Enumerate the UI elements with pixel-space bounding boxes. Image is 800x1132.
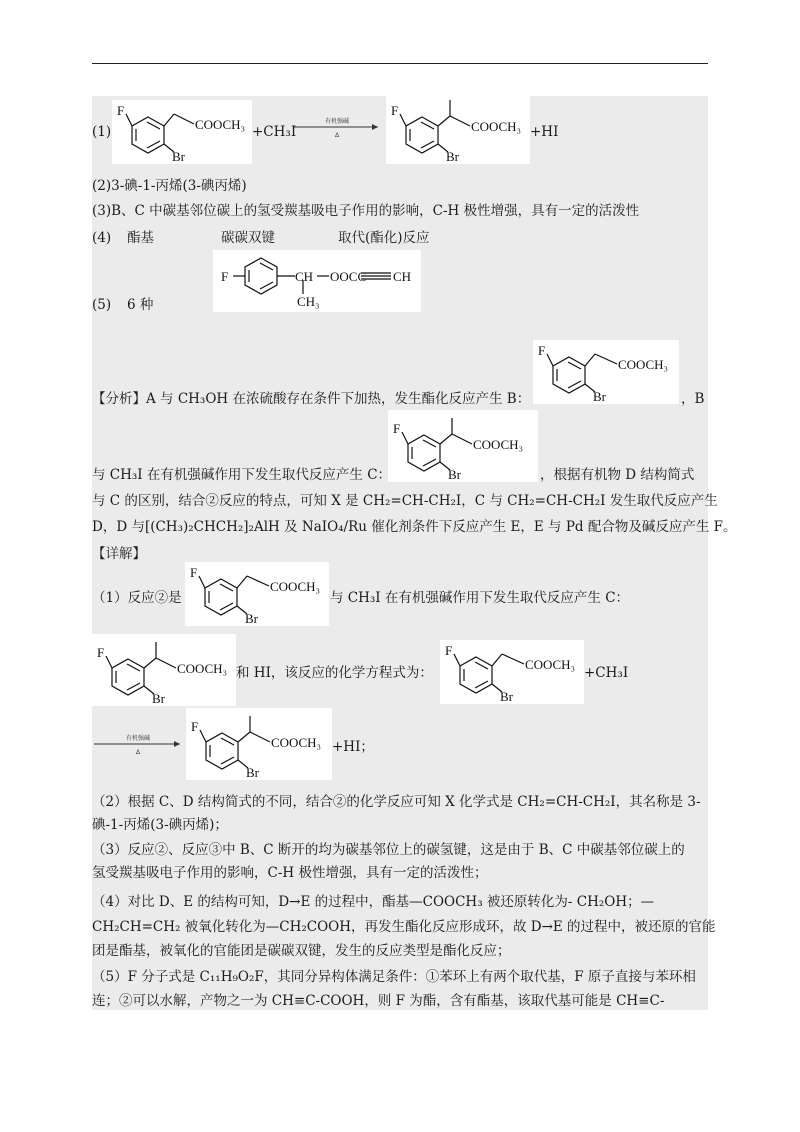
molecule-c-svg bbox=[386, 92, 530, 164]
ester-oocc-label: OOCC bbox=[330, 269, 367, 284]
detail-p4a: （4）对比 D、E 的结构可知，D→E 的过程中，酯基—COOCH₃ 被还原转化为- CH₂OH；— bbox=[92, 894, 655, 910]
molecule-c-svg bbox=[92, 634, 236, 706]
molecule-b-analysis bbox=[533, 340, 679, 404]
molecule-b-svg bbox=[185, 562, 329, 626]
ester-label: COOCH₃ bbox=[195, 117, 246, 132]
bromine-label: Br bbox=[448, 467, 461, 482]
arrow-head bbox=[372, 124, 378, 130]
alkyne-ch-label: CH bbox=[393, 269, 412, 284]
ester-label: COOCH₃ bbox=[177, 661, 228, 676]
detail-p5b: 连；②可以水解，产物之一为 CH≡C-COOH，则 F 为酯，含有酯基，该取代基可能是 CH≡C- bbox=[92, 993, 665, 1009]
arrow-head bbox=[174, 741, 180, 747]
detail-heading: 【详解】 bbox=[92, 546, 146, 562]
fluorine-label: F bbox=[221, 269, 229, 284]
arrow-condition-top: 有机强碱 bbox=[125, 735, 151, 742]
detail-p4c: 团是酯基，被氧化的官能团是碳碳双键，发生的反应类型是酯化反应； bbox=[92, 943, 511, 959]
reaction-arrow bbox=[292, 113, 382, 143]
analysis-line-1a: 【分析】A 与 CH₃OH 在浓硫酸存在条件下加热，发生酯化反应产生 B： bbox=[92, 391, 531, 407]
detail-p1b: 与 CH₃I 在有机强碱作用下发生取代反应产生 C： bbox=[330, 590, 630, 606]
analysis-line-1b: ，B bbox=[681, 391, 705, 407]
benzene-ring bbox=[400, 100, 470, 153]
fluorine-label: F bbox=[393, 421, 401, 436]
molecule-b-detail bbox=[185, 562, 329, 626]
ester-label: COOCH₃ bbox=[618, 357, 669, 372]
arrow-condition-top: 有机强碱 bbox=[324, 118, 350, 125]
bromine-label: Br bbox=[172, 149, 185, 164]
detail-p1a: （1）反应②是 bbox=[92, 590, 182, 606]
bromine-label: Br bbox=[152, 691, 165, 706]
molecule-c-svg bbox=[186, 708, 332, 780]
molecule-b bbox=[112, 100, 252, 164]
reagent-ch3i: +CH₃I bbox=[252, 124, 297, 140]
answer-4-blank-3: 取代(酯化)反应 bbox=[338, 230, 430, 246]
molecule-c-equation bbox=[186, 708, 332, 780]
molecule-c-svg bbox=[388, 410, 538, 482]
answer-5-label: (5) bbox=[92, 297, 112, 313]
benzene-ring bbox=[126, 114, 194, 153]
fluorine-label: F bbox=[190, 565, 198, 580]
analysis-line-4: D，D 与[(CH₃)₂CHCH₂]₂AlH 及 NaIO₄/Ru 催化剂条件下反应产生 E，E 与 Pd 配合物及碱反应产生 F。 bbox=[92, 519, 737, 535]
analysis-line-3: 与 C 的区别，结合②反应的特点，可知 X 是 CH₂=CH-CH₂I，C 与 CH₂=CH-CH₂I 发生取代反应产生 bbox=[92, 493, 718, 509]
detail-p5a: （5）F 分子式是 C₁₁H₉O₂F，其同分异构体满足条件：①苯环上有两个取代基，F 原子直接与苯环相 bbox=[92, 969, 696, 985]
benzene-ring bbox=[402, 418, 472, 471]
ester-label: COOCH₃ bbox=[271, 735, 322, 750]
detail-p1e: +HI； bbox=[332, 739, 374, 755]
detail-p1c: 和 HI，该反应的化学方程式为： bbox=[236, 665, 433, 681]
arrow-condition-bottom: Δ bbox=[135, 749, 141, 756]
detail-p2b: 碘-1-丙烯(3-碘丙烯)； bbox=[92, 817, 228, 833]
product-hi: +HI bbox=[530, 124, 559, 140]
benzene-ring bbox=[106, 642, 176, 695]
detail-p1d-reagent: +CH₃I bbox=[584, 665, 629, 681]
detail-p4b: CH₂CH=CH₂ 被氧化转化为—CH₂COOH，再发生酯化反应形成环，故 D→E 的过程中，被还原的官能 bbox=[92, 919, 716, 935]
header-rule bbox=[92, 63, 708, 64]
methyl-label: CH₃ bbox=[297, 294, 320, 309]
ester-label: COOCH₃ bbox=[471, 119, 522, 134]
molecule-b-svg bbox=[533, 340, 679, 404]
molecule-c-detail bbox=[92, 634, 236, 706]
benzene-ring bbox=[547, 354, 617, 393]
answer-5-count: 6 种 bbox=[127, 297, 154, 313]
molecule-isomer-svg bbox=[213, 250, 421, 312]
detail-p3b: 氢受羰基吸电子作用的影响，C-H 极性增强，具有一定的活泼性； bbox=[92, 865, 488, 881]
answer-4-blank-2: 碳碳双键 bbox=[221, 230, 275, 246]
bromine-label: Br bbox=[246, 765, 259, 780]
molecule-c bbox=[386, 92, 530, 164]
molecule-isomer-f bbox=[213, 250, 421, 312]
fluorine-label: F bbox=[538, 343, 546, 358]
analysis-line-2b: ，根据有机物 D 结构简式 bbox=[540, 467, 695, 483]
answer-1-label: (1) bbox=[92, 124, 112, 140]
molecule-b-svg bbox=[112, 100, 252, 164]
answer-3: (3)B、C 中碳基邻位碳上的氢受羰基吸电子作用的影响，C-H 极性增强，具有一定的活泼性 bbox=[92, 203, 640, 219]
ester-label: COOCH₃ bbox=[270, 579, 321, 594]
reaction-arrow-svg bbox=[292, 113, 382, 143]
fluorine-label: F bbox=[391, 103, 399, 118]
bromine-label: Br bbox=[500, 689, 513, 704]
benzene-ring bbox=[200, 716, 270, 769]
arrow-condition-bottom: Δ bbox=[334, 132, 340, 139]
bromine-label: Br bbox=[446, 149, 459, 164]
benzene-ring bbox=[199, 576, 269, 615]
fluorine-label: F bbox=[445, 643, 453, 658]
bromine-label: Br bbox=[245, 611, 258, 626]
fluorine-label: F bbox=[117, 103, 125, 118]
molecule-b-equation bbox=[440, 640, 584, 704]
detail-p3a: （3）反应②、反应③中 B、C 断开的均为碳基邻位上的碳氢键，这是由于 B、C 中碳基邻位碳上的 bbox=[92, 842, 685, 858]
molecule-b-svg bbox=[440, 640, 584, 704]
reaction-arrow-detail bbox=[92, 730, 184, 760]
fluorine-label: F bbox=[191, 719, 199, 734]
answer-2: (2)3-碘-1-丙烯(3-碘丙烯) bbox=[92, 178, 247, 194]
bromine-label: Br bbox=[593, 389, 606, 404]
benzene-ring bbox=[454, 654, 524, 693]
answer-4-label: (4) bbox=[92, 230, 112, 246]
methine-label: CH bbox=[295, 269, 314, 284]
answer-4-blank-1: 酯基 bbox=[127, 230, 154, 246]
ester-label: COOCH₃ bbox=[525, 657, 576, 672]
ester-label: COOCH₃ bbox=[473, 437, 524, 452]
detail-p2a: （2）根据 C、D 结构简式的不同，结合②的化学反应可知 X 化学式是 CH₂=CH-CH₂I，其名称是 3- bbox=[92, 794, 701, 810]
molecule-c-analysis bbox=[388, 410, 538, 482]
analysis-line-2a: 与 CH₃I 在有机强碱作用下发生取代反应产生 C： bbox=[92, 467, 392, 483]
fluorine-label: F bbox=[97, 645, 105, 660]
reaction-arrow-svg bbox=[92, 730, 184, 760]
